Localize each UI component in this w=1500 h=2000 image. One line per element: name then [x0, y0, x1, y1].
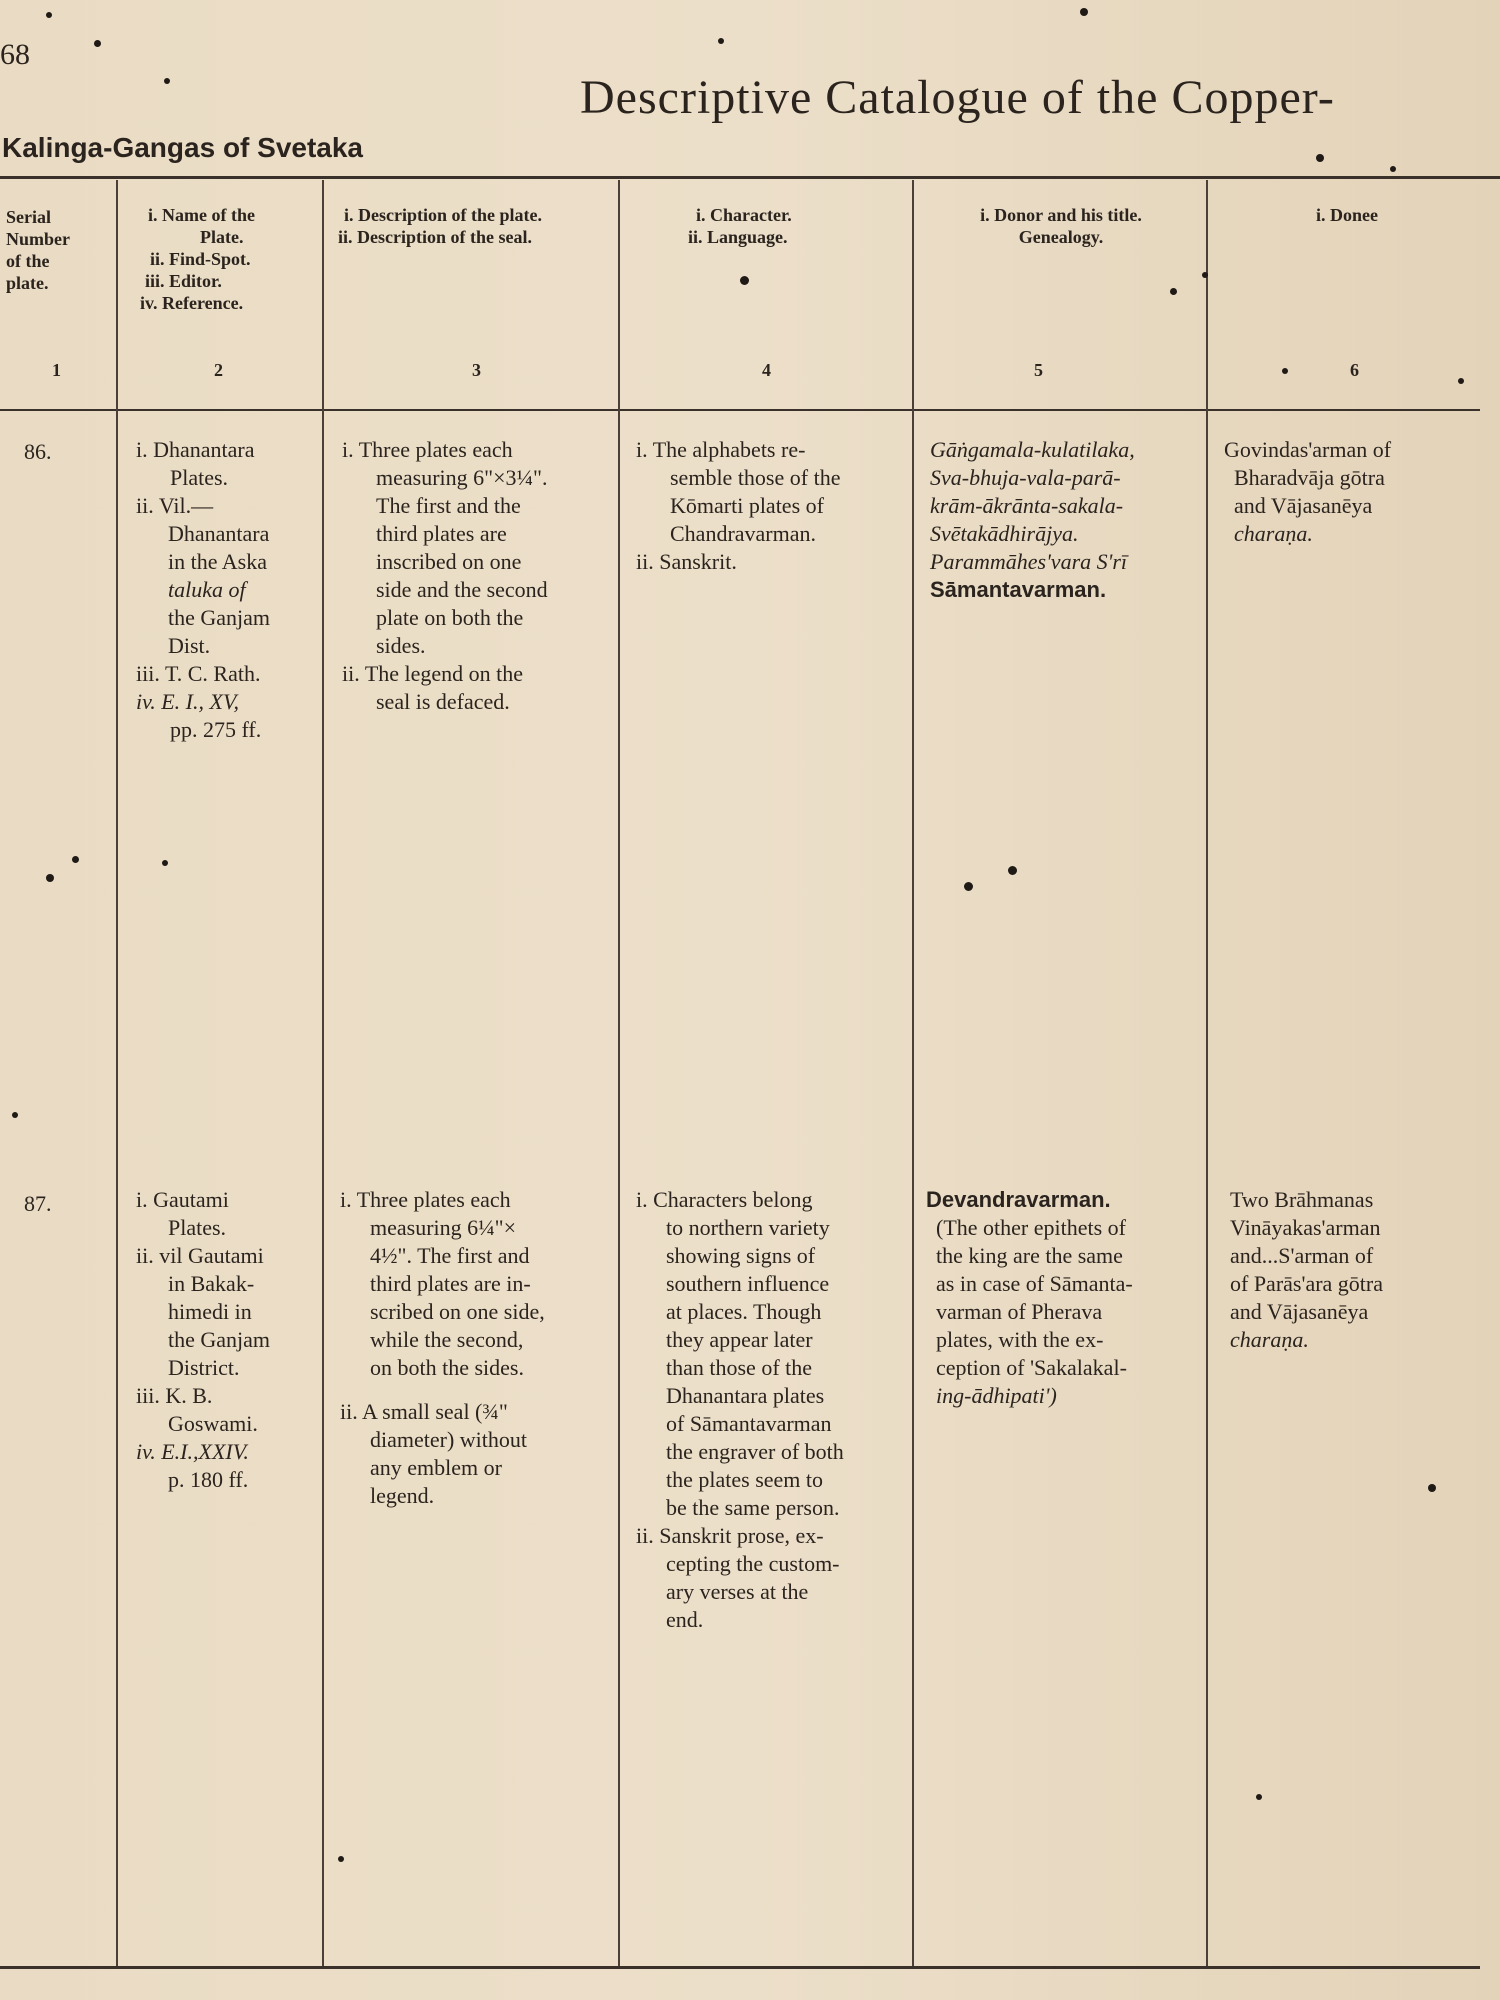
column-number: 1 — [52, 360, 61, 380]
ink-speck — [1316, 154, 1324, 162]
table-bottom-rule — [0, 1966, 1480, 1969]
ink-speck — [164, 78, 170, 84]
plate-description-cell: i. Three plates each measuring 6¼"× 4½". The first and third plates are in- scribed on one side, while the second, on both the sides. ii. A small seal (¾" diameter) without any emblem or legend. — [340, 1187, 545, 1508]
ink-speck — [740, 276, 749, 285]
ink-speck — [1390, 166, 1396, 172]
character-language-cell: i. Characters belong to northern variety showing signs of southern influence at places. Though they appear later than those of the Dhanantara plates of Sāmantavarman the engraver of both the plates seem to be the same person. ii. Sanskrit prose, ex- cepting the custom- ary verses at the end. — [636, 1187, 844, 1632]
page-number: 68 — [0, 38, 30, 71]
column-number: 4 — [762, 360, 771, 380]
column-number: 5 — [1034, 360, 1043, 380]
column-header-character: i. Character. ii. Language. — [688, 205, 792, 247]
ink-speck — [964, 882, 973, 891]
ink-speck — [46, 874, 54, 882]
ink-speck — [1202, 272, 1208, 278]
running-title: Descriptive Catalogue of the Copper- — [580, 71, 1335, 124]
ink-speck — [1170, 288, 1177, 295]
character-language-cell: i. The alphabets re- semble those of the Kōmarti plates of Chandravarman. ii. Sanskrit. — [636, 437, 841, 574]
donor-title-cell: Gāṅgamala-kulatilaka, Sva-bhuja-vala-parā- krām-ākrānta-sakala- Svētakādhirājya. Parammāhes'vara S'rī Sāmantavarman. — [930, 437, 1135, 602]
column-divider — [116, 180, 118, 1966]
ink-speck — [1256, 1794, 1262, 1800]
column-divider — [618, 180, 620, 1966]
header-bottom-rule — [0, 409, 1480, 411]
column-header-description: i. Description of the plate. ii. Description of the seal. — [338, 205, 542, 247]
column-header-name: i. Name of the Plate. ii. Find-Spot. iii. Editor. iv. Reference. — [140, 205, 255, 313]
column-header-donee: i. Donee — [1316, 205, 1378, 225]
plate-name-cell: i. Dhanantara Plates. ii. Vil.— Dhanantara in the Aska taluka of the Ganjam Dist. iii. T. C. Rath. iv. E. I., XV, pp. 275 ff. — [136, 437, 271, 742]
donee-cell: Two Brāhmanas Vināyakas'arman and...S'arman of of Parās'ara gōtra and Vājasanēya charaṇa. — [1230, 1187, 1384, 1352]
column-header-serial: Serial Number of the plate. — [6, 207, 70, 293]
ink-speck — [1282, 368, 1288, 374]
serial-number: 86. — [24, 439, 52, 464]
plate-description-cell: i. Three plates each measuring 6"×3¼". The first and the third plates are inscribed on one side and the second plate on both the sides. ii. The legend on the seal is defaced. — [342, 437, 548, 714]
ink-speck — [46, 12, 52, 18]
ink-speck — [12, 1112, 18, 1118]
table-top-rule — [0, 176, 1500, 179]
column-divider — [912, 180, 914, 1966]
serial-number: 87. — [24, 1191, 52, 1216]
ink-speck — [338, 1856, 344, 1862]
ink-speck — [94, 40, 101, 47]
column-divider — [322, 180, 324, 1966]
ink-speck — [1428, 1484, 1436, 1492]
ink-speck — [1080, 8, 1088, 16]
column-header-donor: i. Donor and his title. Genealogy. — [980, 205, 1142, 247]
ink-speck — [1008, 866, 1017, 875]
ink-speck — [718, 38, 724, 44]
column-number: 2 — [214, 360, 223, 380]
ink-speck — [162, 860, 168, 866]
column-divider — [1206, 180, 1208, 1966]
section-heading: Kalinga-Gangas of Svetaka — [2, 132, 364, 163]
column-number: 3 — [472, 360, 481, 380]
donor-title-cell: Devandravarman. (The other epithets of the king are the same as in case of Sāmanta- varman of Pherava plates, with the ex- ception of 'Sakalakal- ing-ādhipati') — [926, 1187, 1133, 1408]
ink-speck — [1458, 378, 1464, 384]
ink-speck — [72, 856, 79, 863]
column-number: 6 — [1350, 360, 1359, 380]
donee-cell: Govindas'arman of Bharadvāja gōtra and Vājasanēya charaṇa. — [1224, 437, 1392, 546]
plate-name-cell: i. Gautami Plates. ii. vil Gautami in Bakak- himedi in the Ganjam District. iii. K. B. Goswami. iv. E.I.,XXIV. p. 180 ff. — [136, 1187, 271, 1492]
